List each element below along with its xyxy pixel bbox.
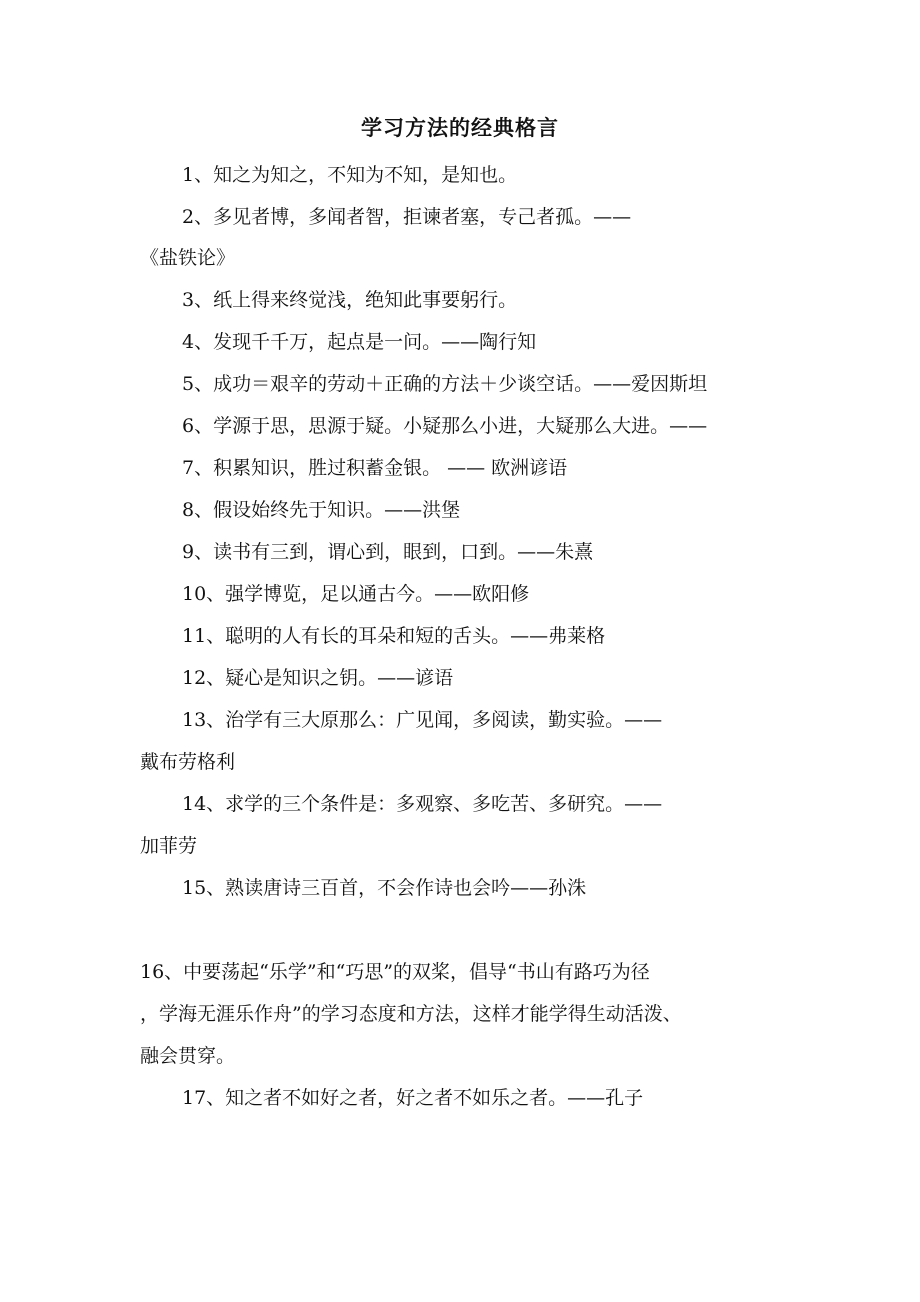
quote-line-8: 8、假设始终先于知识。——洪堡 xyxy=(182,499,461,521)
quote-line-14-source: 加菲劳 xyxy=(140,835,198,857)
quote-line-10: 10、强学博览，足以通古今。——欧阳修 xyxy=(182,583,530,605)
quote-line-5: 5、成功＝艰辛的劳动＋正确的方法＋少谈空话。——爱因斯坦 xyxy=(182,373,708,395)
quote-line-16-part-1: 16、中要荡起“乐学”和“巧思”的双桨，倡导“书山有路巧为径 xyxy=(140,961,650,983)
quote-line-16-part-2: ，学海无涯乐作舟”的学习态度和方法，这样才能学得生动活泼、 xyxy=(140,1003,682,1025)
quote-line-6: 6、学源于思，思源于疑。小疑那么小进，大疑那么大进。—— xyxy=(182,415,708,437)
quote-line-3: 3、纸上得来终觉浅，绝知此事要躬行。 xyxy=(182,289,518,311)
quote-line-7: 7、积累知识，胜过积蓄金银。 —— 欧洲谚语 xyxy=(182,457,568,479)
quote-line-11: 11、聪明的人有长的耳朵和短的舌头。——弗莱格 xyxy=(182,625,606,647)
quote-line-15: 15、熟读唐诗三百首，不会作诗也会吟——孙洙 xyxy=(182,877,587,899)
quote-line-9: 9、读书有三到，谓心到，眼到，口到。——朱熹 xyxy=(182,541,594,563)
quote-line-16-part-3: 融会贯穿。 xyxy=(140,1045,236,1067)
page-title: 学习方法的经典格言 xyxy=(361,115,559,140)
quote-line-17: 17、知之者不如好之者，好之者不如乐之者。——孔子 xyxy=(182,1087,644,1109)
quote-line-1: 1、知之为知之，不知为不知，是知也。 xyxy=(182,164,518,186)
quote-line-14: 14、求学的三个条件是：多观察、多吃苦、多研究。—— xyxy=(182,793,663,815)
quote-line-12: 12、疑心是知识之钥。——谚语 xyxy=(182,667,454,689)
quote-line-2-source: 《盐铁论》 xyxy=(140,247,236,269)
quote-line-13: 13、治学有三大原那么：广见闻，多阅读，勤实验。—— xyxy=(182,709,663,731)
quote-line-4: 4、发现千千万，起点是一问。——陶行知 xyxy=(182,331,537,353)
quote-line-2: 2、多见者博，多闻者智，拒谏者塞，专己者孤。—— xyxy=(182,206,632,228)
quote-line-13-source: 戴布劳格利 xyxy=(140,751,236,773)
